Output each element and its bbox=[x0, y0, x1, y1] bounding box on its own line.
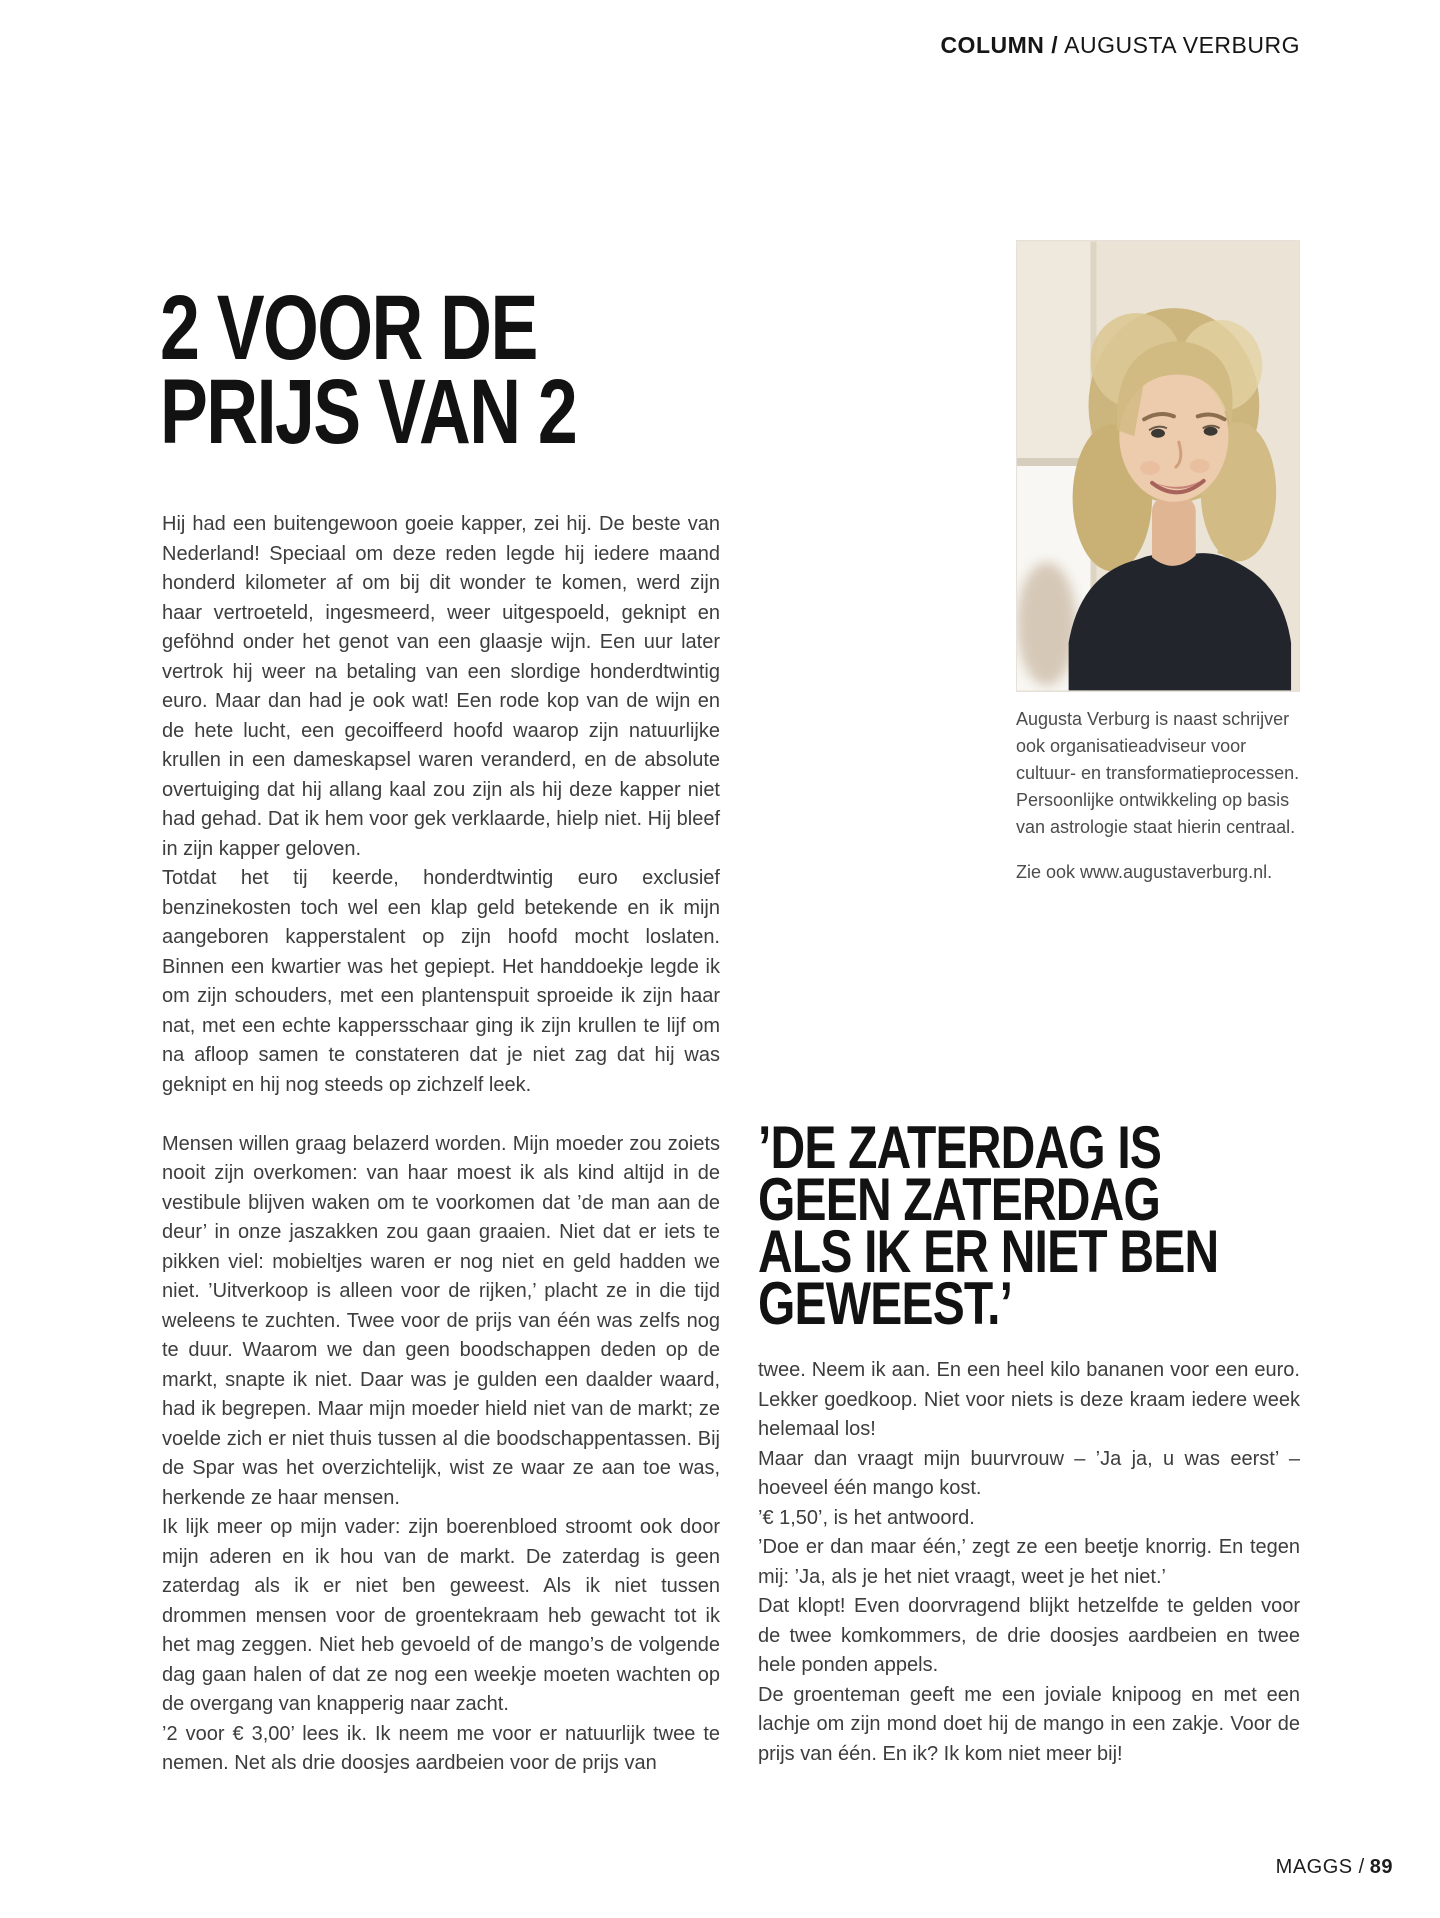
article-paragraph: Dat klopt! Even doorvragend blijkt hetzelfde te gelden voor de twee komkommers, de drie doosjes aardbeien en twee hele ponden appels. bbox=[758, 1595, 1300, 1676]
pull-quote-line: GEWEEST.’ bbox=[758, 1270, 1013, 1337]
article-paragraph: Maar dan vraagt mijn buurvrouw – ’Ja ja, u was eerst’ – hoeveel één mango kost. bbox=[758, 1447, 1300, 1499]
pull-quote-line: GEEN ZATERDAG bbox=[758, 1166, 1161, 1233]
photo-caption-text: Augusta Verburg is naast schrijver ook organisatieadviseur voor cultuur- en transformatieprocessen. Persoonlijke ontwikkeling op basis van astrologie staat hierin centraal. bbox=[1016, 709, 1300, 837]
article-paragraph: ’€ 1,50’, is het antwoord. bbox=[758, 1506, 975, 1529]
masthead-author-name: AUGUSTA VERBURG bbox=[1064, 32, 1300, 58]
author-photo bbox=[1016, 240, 1300, 692]
page-footer bbox=[1276, 1856, 1393, 1879]
pull-quote-line: ALS IK ER NIET BEN bbox=[758, 1218, 1219, 1285]
article-paragraph: Mensen willen graag belazerd worden. Mijn moeder zou zoiets nooit zijn overkomen: van haar moest ik als kind altijd in de vestibule blijven waken om te voorkomen dat ’de man aan de deur’ in onze jaszakken zou gaan graaien. Niet dat er iets te pikken viel: mobieltjes waren er nog niet en geld hadden we niet. ’Uitverkoop is alleen voor de rijken,’ placht ze in die tijd weleens te zuchten. Twee voor de prijs van één was zelfs nog te duur. Waarom we dan geen boodschappen deden op de markt, snapte ik niet. Daar was je gulden een daalder waard, had ik begrepen. Maar mijn moeder hield niet van de markt; ze voelde zich er niet thuis tussen al die boodschappentassen. Bij de Spar was het overzichtelijk, wist ze waar ze aan toe was, herkende ze haar mensen. bbox=[162, 1132, 720, 1509]
column-section-label: COLUMN / bbox=[940, 32, 1059, 58]
page-number: 89 bbox=[1369, 1856, 1393, 1878]
article-title bbox=[160, 277, 577, 463]
article-paragraph: twee. Neem ik aan. En een heel kilo bananen voor een euro. Lekker goedkoop. Niet voor niets is deze kraam iedere week helemaal los! bbox=[758, 1359, 1300, 1440]
article-paragraph: ’Doe er dan maar één,’ zegt ze een beetje knorrig. En tegen mij: ’Ja, als je het niet vraagt, weet je het niet.’ bbox=[758, 1536, 1300, 1588]
author-portrait-illustration bbox=[1017, 241, 1299, 691]
article-paragraph: Totdat het tij keerde, honderdtwintig euro exclusief benzinekosten toch wel een klap geld betekende en ik mijn aangeboren kapperstalent op zijn hoofd mocht loslaten. Binnen een kwartier was het gepiept. Het handdoekje legde ik om zijn schouders, met een plantenspuit sproeide ik zijn haar nat, met een echte kappersschaar ging ik zijn krullen te lijf om na afloop samen te constateren dat je niet zag dat hij was geknipt en hij nog steeds op zichzelf leek. bbox=[162, 867, 720, 1096]
photo-caption bbox=[1016, 706, 1310, 886]
article-paragraph: Ik lijk meer op mijn vader: zijn boerenbloed stroomt ook door mijn aderen en ik hou van de markt. De zaterdag is geen zaterdag als ik er niet ben geweest. Als ik niet tussen drommen mensen voor de groentekraam heb gewacht tot ik het mag zeggen. Niet heb gevoeld of de mango’s de volgende dag gaan halen of dat ze nog een weekje moeten wachten op de overgang van knapperig naar zacht. bbox=[162, 1516, 720, 1715]
article-title-line: PRIJS VAN 2 bbox=[160, 361, 577, 463]
pull-quote bbox=[758, 1114, 1219, 1337]
article-paragraph: De groenteman geeft me een joviale knipoog en met een lachje om zijn mond doet hij de mango in een zakje. Voor de prijs van één. En ik? Ik kom niet meer bij! bbox=[758, 1683, 1300, 1765]
article-title-line: 2 VOOR DE bbox=[160, 277, 537, 379]
article-paragraph: Hij had een buitengewoon goeie kapper, zei hij. De beste van Nederland! Speciaal om deze reden legde hij iedere maand honderd kilometer af om bij dit wonder te komen, werd zijn haar vertroeteld, ingesmeerd, weer uitgespoeld, geknipt en geföhnd onder het genot van een glaasje wijn. Een uur later vertrok hij weer na betaling van een slordige honderdtwintig euro. Maar dan had je ook wat! Een rode kop van de wijn en de hete lucht, een gecoiffeerd hoofd waarop zijn natuurlijke krullen in een dameskapsel waren veranderd, en de absolute overtuiging dat hij allang kaal zou zijn als hij deze kapper niet had gehad. Dat ik hem voor gek verklaarde, hielp niet. Hij bleef in zijn kapper geloven. bbox=[162, 513, 720, 860]
masthead bbox=[940, 30, 1300, 60]
magazine-name: MAGGS / bbox=[1275, 1856, 1365, 1878]
pull-quote-line: ’DE ZATERDAG IS bbox=[758, 1114, 1162, 1181]
article-left-column bbox=[162, 510, 720, 1779]
article-right-column bbox=[758, 1356, 1300, 1769]
photo-caption-website: Zie ook www.augustaverburg.nl. bbox=[1016, 862, 1273, 882]
article-paragraph: ’2 voor € 3,00’ lees ik. Ik neem me voor er natuurlijk twee te nemen. Net als drie doosjes aardbeien voor de prijs van bbox=[162, 1722, 720, 1774]
